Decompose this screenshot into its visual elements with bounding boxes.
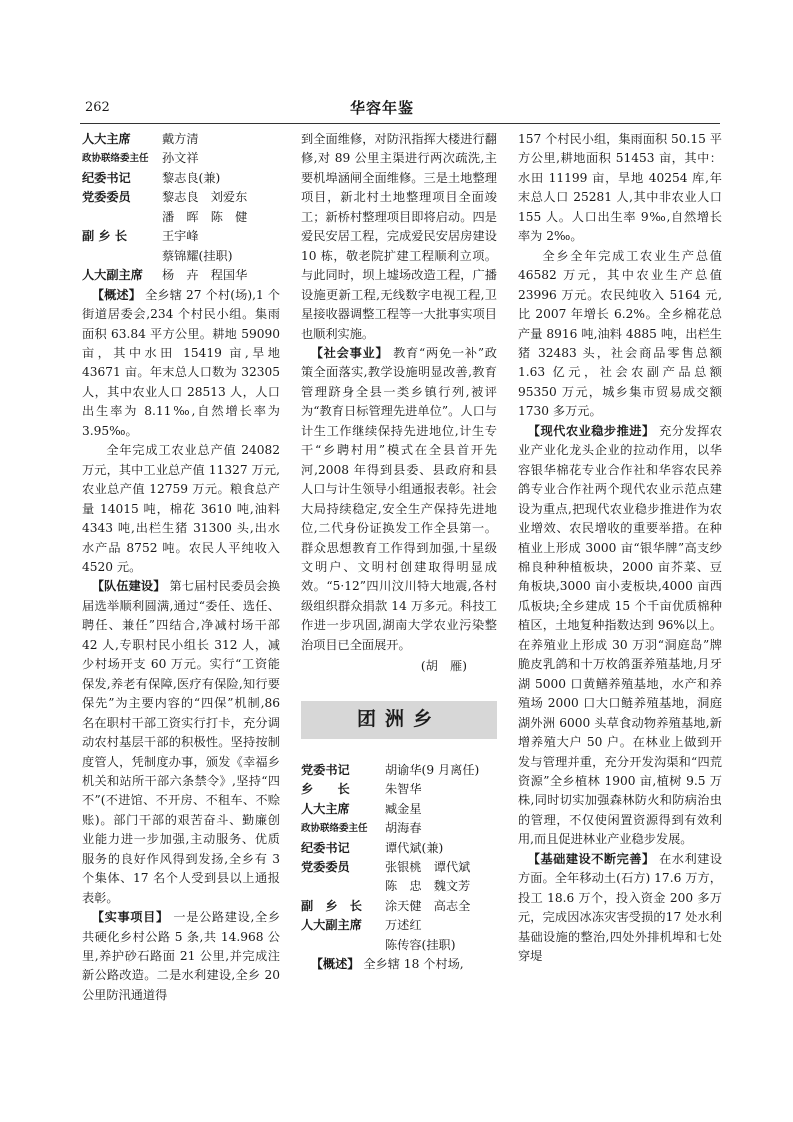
paragraph-text: 全乡辖 18 个村场,	[363, 957, 464, 972]
roster-title: 副 乡 长	[301, 898, 362, 913]
practical-projects-continued	[301, 130, 497, 344]
section-label: 【概述】	[91, 287, 142, 302]
paragraph-text: 一是公路建设,全乡共硬化乡村公路 5 条,共 14.968 公里,养护砂石路面 21 公里,并完成注新公路改造。二是水利建设,全乡 20 公里防汛通道得	[82, 910, 281, 1002]
roster-row	[301, 780, 497, 799]
roster-row	[301, 819, 497, 838]
paragraph-text: 全乡辖 27 个村(场),1 个街道居委会,234 个村民小组。集雨面积 63.84 平方公里。耕地 59090 亩，其中水田 15419 亩,旱地 43671 亩。年末总人口数为 32305 人，其中农业人口 28513 人，人口出生率为 8.11‰,自然增长率为 3.95‰。	[82, 287, 280, 438]
paragraph-text: 教育“两免一补”政策全面落实,教学设施明显改善,教育管理跻身全县一类乡镇行列,被评为“教育日标管理先进单位”。人口与计生工作继续保持先进地位,计生专干“乡聘村用”模式在全县首开先河,2008 年得到县委、县政府和县人口与计生领导小组通报表彰。社会大局持续稳定,安全生产保持先进地位,二代身份证换发工作全县第一。群众思想教育工作得到加强,十星级文明户、文明村创建取得明显成效。“5·12”四川汶川特大地震,各村级组织群众捐款 14 万多元。科技工作进一步巩固,湖南大学农业污染整治项目已全面展开。	[301, 345, 497, 652]
roster-names: 黎志良 刘爱东	[162, 190, 248, 205]
roster-row	[301, 916, 497, 935]
roster-names: 臧金星	[385, 801, 422, 816]
roster-row	[301, 858, 497, 877]
roster-names: 胡海春	[385, 821, 422, 836]
roster-names: 潘 晖 陈 健	[162, 209, 248, 224]
social-affairs-paragraph	[301, 344, 497, 655]
practical-projects-paragraph	[82, 908, 280, 1005]
paragraph-text: 全乡全年完成工农业生产总值 46582 万元，其中农业生产总值 23996 万元。农民纯收入 5164 元,比 2007 年增长 6.2%。全乡棉花总产量 8916 吨,油料 4885 吨，出栏生猪 32483 头，社会商品零售总额 1.63 亿元，社会农副产品总额 95350 万元，城乡集市贸易成交额1730 多万元。	[518, 248, 722, 419]
roster-title: 纪委书记	[82, 170, 131, 185]
roster-row	[82, 130, 280, 149]
roster-names: 张银桃 谭代斌	[385, 859, 471, 874]
roster-title: 党委委员	[301, 859, 350, 874]
column-right	[518, 130, 722, 966]
economy-paragraph	[82, 441, 280, 577]
overview-paragraph	[301, 955, 497, 974]
page-number: 262	[85, 100, 110, 115]
roster-names: 谭代斌(兼)	[385, 840, 444, 855]
roster-title: 政协联络委主任	[82, 153, 149, 165]
roster-row	[301, 839, 497, 858]
roster-title: 乡 长	[301, 782, 350, 797]
roster-title: 党委委员	[82, 190, 131, 205]
roster-title	[82, 208, 162, 227]
running-title: 华容年鉴	[350, 99, 415, 117]
infrastructure-paragraph	[518, 850, 722, 967]
column-left	[82, 130, 280, 1005]
economy-paragraph	[518, 247, 722, 422]
paragraph-text: 全年完成工农业总产值 24082 万元，其中工业总产值 11327 万元,农业总产值 12759 万元。粮食总产量 14015 吨，棉花 3610 吨,油料 4343 吨,出栏生猪 31300 头,出水水产品 8752 吨。农民人平纯收入 4520 元。	[82, 443, 280, 574]
roster-row	[301, 936, 497, 955]
roster-title: 人大副主席	[82, 268, 143, 283]
roster-row	[82, 247, 280, 266]
roster-names: 陈传容(挂职)	[385, 937, 456, 952]
roster-title	[301, 936, 385, 955]
roster-row	[82, 149, 280, 168]
roster-names: 王宇峰	[162, 229, 199, 244]
roster-title: 党委书记	[301, 762, 350, 777]
roster-row	[82, 188, 280, 207]
roster-names: 陈 忠 魏文芳	[385, 879, 471, 894]
overview-continued	[518, 130, 722, 247]
section-label: 【社会事业】	[310, 345, 389, 360]
roster-names: 杨 卉 程国华	[162, 268, 248, 283]
section-label: 【概述】	[310, 957, 360, 972]
roster-title: 副 乡 长	[82, 229, 128, 244]
paragraph-text: 157 个村民小组，集雨面积 50.15 平方公里,耕地面积 51453 亩，其中：水田 11199 亩，旱地 40254 库,年末总人口 25281 人,其中非农业人口 155 人。人口出生率 9‰,自然增长率为 2‰。	[518, 132, 722, 244]
township-name: 团洲乡	[356, 707, 441, 730]
section-label: 【基础建设不断完善】	[527, 851, 655, 866]
roster-names: 万述红	[385, 918, 422, 933]
roster-row	[82, 266, 280, 285]
roster-row	[301, 897, 497, 916]
roster-title	[82, 247, 162, 266]
roster-names: 戴方清	[162, 132, 199, 146]
township-section-banner	[301, 701, 497, 739]
roster-names: 涂天健 高志全	[385, 898, 471, 913]
roster-title: 人大主席	[301, 801, 350, 816]
roster-row	[301, 800, 497, 819]
roster-names: 朱智华	[385, 782, 422, 797]
section-label: 【实事项目】	[91, 910, 169, 925]
roster-title	[301, 877, 385, 896]
column-middle	[301, 130, 497, 975]
roster-row	[301, 761, 497, 780]
roster-names: 胡谕华(9 月离任)	[385, 762, 480, 777]
paragraph-text: 充分发挥农业产业化龙头企业的拉动作用，以华容银华棉花专业合作社和华容农民养鸽专业合作社两个现代农业示范点建设为重点,把现代农业稳步推进作为农业增效、农民增收的重要举措。在种植业上形成 3000 亩“银华牌”高支纱棉良种种植板块，2000 亩芥菜、豆角板块,3000 亩小麦板块,4000 亩西瓜板块;全乡建成 15 个千亩优质棉种植区，土地复种指数达到 96%以上。在养殖业上形成 30 万羽“洞庭岛”牌脆皮乳鸽和十万枚鸽蛋养殖基地,月牙湖 5000 口黄鳝养殖基地，水产和养殖场 2000 口大口鲢养殖基地，洞庭湖外洲 6000 头草食动物养殖基地,新增养殖大户 50 户。在林业上做到开发与管理并重，充分开发沟渠和“四荒资源”全乡植林 1900 亩,植树 9.5 万株,同时切实加强森林防火和防病治虫的管理，不仅使闲置资源得到有效利用,而且促进林业产业稳步发展。	[518, 423, 723, 847]
header-rule	[80, 123, 720, 124]
modern-agriculture-paragraph	[518, 422, 722, 850]
paragraph-text: 第七届村民委员会换届选举顺利圆满,通过“委任、选任、聘任、兼任”四结合,净减村场干部 42 人,专职村民小组长 312 人，减少村场开支 60 万元。实行“工资能保发,养老有保障,医疗有保险,知行要保先”为主要内容的“四保”机制,86 名在职村干部工资实行打卡，充分调动农村基层干部的积极性。坚持按制度管人，凭制度办事，颁发《幸福乡机关和站所干部六条禁令》,坚持“四不”(不进馆、不开房、不租车、不赊账)。部门干部的艰苦奋斗、勤廉创业能力进一步加强,主动服务、优质服务的良好作风得到发扬,全乡有 3 个集体、17 名个人受到县以上通报表彰。	[82, 579, 281, 905]
roster-title: 人大副主席	[301, 918, 362, 933]
officials-roster	[82, 130, 280, 286]
roster-names: 黎志良(兼)	[162, 170, 221, 185]
officials-roster	[301, 761, 497, 956]
roster-title: 人大主席	[82, 132, 131, 146]
overview-paragraph	[82, 286, 280, 442]
section-label: 【现代农业稳步推进】	[527, 423, 655, 438]
team-building-paragraph	[82, 577, 280, 908]
roster-title: 纪委书记	[301, 840, 350, 855]
roster-row	[82, 208, 280, 227]
author-signature: (胡 雁)	[420, 659, 467, 674]
roster-row	[301, 877, 497, 896]
roster-row	[82, 169, 280, 188]
roster-names: 孙文祥	[162, 151, 199, 166]
roster-row	[82, 227, 280, 246]
roster-names: 蔡锦耀(挂职)	[162, 248, 233, 263]
paragraph-text: 在水利建设方面。全年移动土(石方) 17.6 万方，投工 18.6 万个，投入资金 200 多万元，完成因冰冻灾害受损的17 处水利基础设施的整治,四处外排机埠和七处穿堤	[518, 851, 723, 964]
roster-title: 政协联络委主任	[301, 823, 368, 835]
paragraph-text: 到全面维修，对防汛指挥大楼进行翻修,对 89 公里主渠进行两次疏洗,主要机埠涵闸全面维修。三是土地整理项目，新北村土地整理项目全面竣工；新桥村整理项目即将启动。四是爱民安居工程，完成爱民安居房建设 10 栋，敬老院扩建工程顺利立项。与此同时，坝上墟场改造工程，广播设施更新工程,无线数字电视工程,卫星接收器调整工程等一大批事实项目也顺利实施。	[301, 132, 497, 341]
section-label: 【队伍建设】	[91, 579, 166, 594]
